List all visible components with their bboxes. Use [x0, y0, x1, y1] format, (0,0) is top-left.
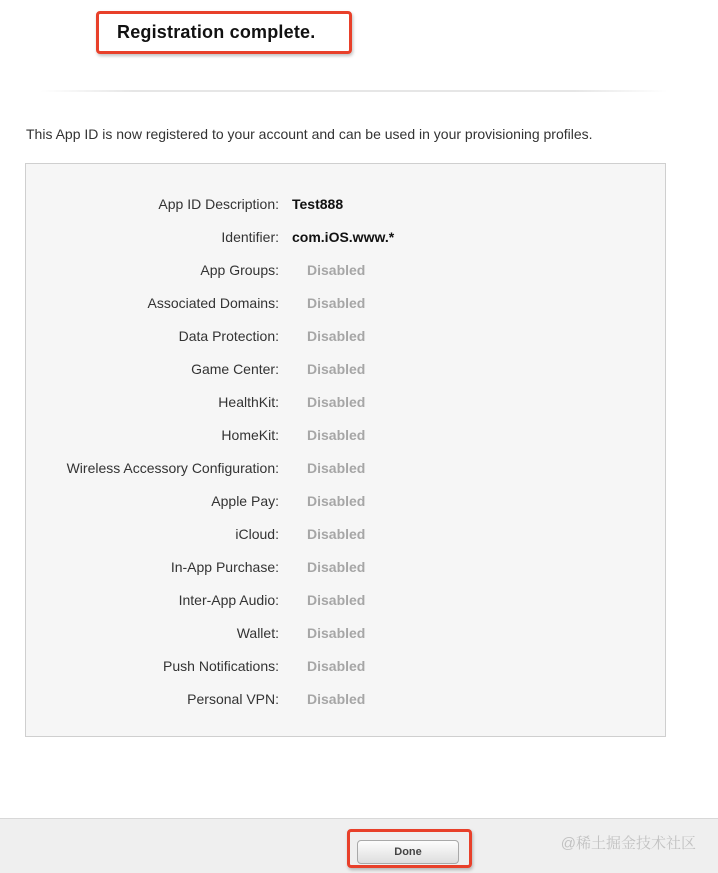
detail-label: Data Protection: — [178, 328, 279, 344]
detail-row-identifier — [26, 229, 665, 249]
detail-status: Disabled — [307, 691, 366, 707]
detail-value: Test888 — [292, 196, 344, 212]
detail-row-personal-vpn — [26, 691, 665, 711]
detail-status: Disabled — [307, 559, 366, 575]
detail-row-push-notifications — [26, 658, 665, 678]
detail-label: Wireless Accessory Configuration: — [66, 460, 279, 476]
page-title: Registration complete. — [117, 22, 316, 42]
detail-label: iCloud: — [235, 526, 279, 542]
intro-text: This App ID is now registered to your account and can be used in your provisioning profiles. — [26, 126, 593, 142]
detail-status: Disabled — [307, 394, 366, 410]
app-id-details-panel — [25, 163, 666, 737]
detail-label: Apple Pay: — [211, 493, 279, 509]
detail-row-data-protection — [26, 328, 665, 348]
detail-label: Push Notifications: — [163, 658, 279, 674]
detail-row-associated-domains — [26, 295, 665, 315]
detail-status: Disabled — [307, 361, 366, 377]
detail-label: Associated Domains: — [147, 295, 279, 311]
detail-row-healthkit — [26, 394, 665, 414]
detail-status: Disabled — [307, 493, 366, 509]
detail-status: Disabled — [307, 658, 366, 674]
detail-row-game-center — [26, 361, 665, 381]
detail-status: Disabled — [307, 460, 366, 476]
detail-status: Disabled — [307, 625, 366, 641]
detail-row-icloud — [26, 526, 665, 546]
detail-row-inter-app-audio — [26, 592, 665, 612]
detail-status: Disabled — [307, 526, 366, 542]
detail-row-homekit — [26, 427, 665, 447]
detail-row-description — [26, 196, 665, 216]
detail-status: Disabled — [307, 592, 366, 608]
detail-row-wireless-accessory — [26, 460, 665, 480]
watermark: @稀土掘金技术社区 — [560, 835, 696, 852]
detail-label: App ID Description: — [158, 196, 279, 212]
detail-label: Game Center: — [191, 361, 279, 377]
header-divider — [40, 90, 668, 92]
detail-label: HomeKit: — [221, 427, 279, 443]
detail-status: Disabled — [307, 427, 366, 443]
detail-label: Identifier: — [221, 229, 279, 245]
detail-label: Inter-App Audio: — [178, 592, 279, 608]
detail-status: Disabled — [307, 262, 366, 278]
detail-row-in-app-purchase — [26, 559, 665, 579]
detail-label: Personal VPN: — [187, 691, 279, 707]
title-highlight-box — [96, 11, 352, 54]
detail-row-app-groups — [26, 262, 665, 282]
detail-label: In-App Purchase: — [170, 559, 279, 575]
done-button[interactable]: Done — [357, 840, 459, 864]
detail-label: HealthKit: — [218, 394, 279, 410]
detail-row-wallet — [26, 625, 665, 645]
detail-status: Disabled — [307, 328, 366, 344]
detail-row-apple-pay — [26, 493, 665, 513]
detail-status: Disabled — [307, 295, 366, 311]
detail-value: com.iOS.www.* — [292, 229, 395, 245]
detail-label: App Groups: — [200, 262, 279, 278]
detail-label: Wallet: — [236, 625, 279, 641]
